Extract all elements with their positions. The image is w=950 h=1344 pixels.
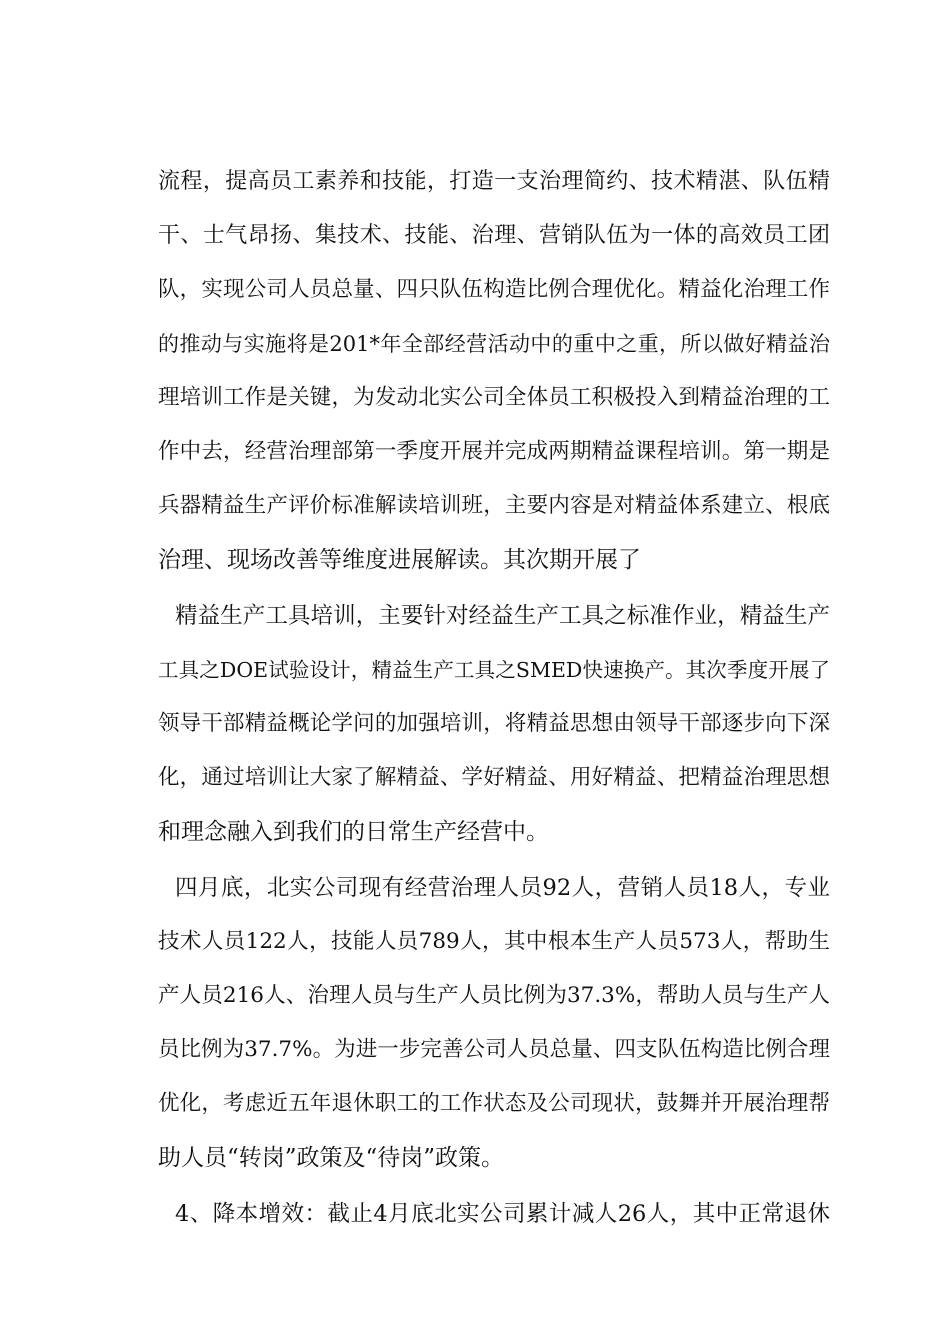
text-line: 产人员216人、治理人员与生产人员比例为37.3%，帮助人员与生产人 (158, 983, 830, 1008)
text-line: 四月底，北实公司现有经营治理人员92人，营销人员18人，专业 (175, 875, 830, 901)
text-line: 工具之DOE试验设计，精益生产工具之SMED快速换产。其次季度开展了 (158, 658, 830, 682)
text-line: 领导干部精益概论学问的加强培训，将精益思想由领导干部逐步向下深 (158, 711, 830, 736)
text-line: 化，通过培训让大家了解精益、学好精益、用好精益、把精益治理思想 (158, 765, 830, 790)
text-line: 干、士气昂扬、集技术、技能、治理、营销队伍为一体的高效员工团 (158, 223, 830, 248)
text-line: 和理念融入到我们的日常生产经营中。 (158, 819, 549, 845)
text-line: 流程，提高员工素养和技能，打造一支治理简约、技术精湛、队伍精 (158, 169, 830, 194)
text-line: 4、降本增效：截止4月底北实公司累计减人26人，其中正常退休 (175, 1201, 830, 1227)
text-line: 的推动与实施将是201*年全部经营活动中的重中之重，所以做好精益治 (158, 332, 830, 356)
text-line: 作中去，经营治理部第一季度开展并完成两期精益课程培训。第一期是 (158, 439, 830, 464)
text-line: 员比例为37.7%。为进一步完善公司人员总量、四支队伍构造比例合理 (158, 1037, 830, 1062)
text-line: 理培训工作是关键，为发动北实公司全体员工积极投入到精益治理的工 (158, 385, 830, 410)
text-line: 技术人员122人，技能人员789人，其中根本生产人员573人，帮助生 (158, 929, 830, 954)
text-line: 助人员“转岗”政策及“待岗”政策。 (158, 1145, 505, 1171)
text-line: 兵器精益生产评价标准解读培训班，主要内容是对精益体系建立、根底 (158, 493, 830, 518)
text-line: 优化，考虑近五年退休职工的工作状态及公司现状，鼓舞并开展治理帮 (158, 1091, 830, 1116)
text-line: 队，实现公司人员总量、四只队伍构造比例合理优化。精益化治理工作 (158, 277, 830, 302)
text-line: 精益生产工具培训，主要针对经益生产工具之标准作业，精益生产 (175, 603, 830, 629)
text-line: 治理、现场改善等维度进展解读。其次期开展了 (158, 547, 641, 573)
